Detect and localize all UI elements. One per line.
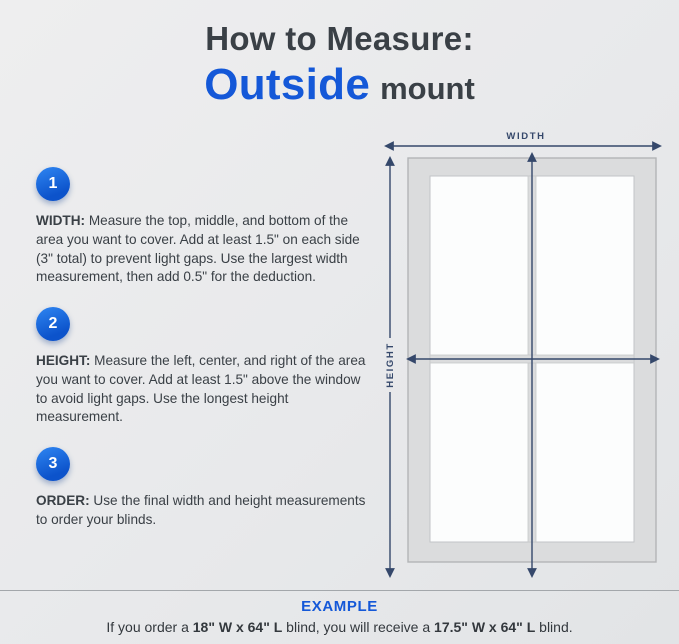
example-footer — [0, 590, 679, 644]
step-order — [36, 447, 374, 530]
step-2-body: Measure the left, center, and right of the area you want to cover. Add at least 1.5" above the window to avoid light gaps. Use the longest height measurement. — [36, 353, 366, 425]
example-size-ordered: 18" W x 64" L — [192, 619, 283, 635]
width-arrow-label: WIDTH — [506, 131, 546, 142]
step-2-badge: 2 — [36, 307, 70, 341]
example-pre: If you order a — [106, 619, 193, 635]
step-1-badge: 1 — [36, 167, 70, 201]
step-3-badge: 3 — [36, 447, 70, 481]
title-suffix: mount — [380, 71, 475, 106]
title-accent: Outside — [204, 60, 371, 109]
example-post: blind. — [535, 619, 573, 635]
window-diagram — [374, 130, 674, 590]
step-2-text — [36, 352, 374, 427]
step-1-body: Measure the top, middle, and bottom of the area you want to cover. Add at least 1.5" on each side (3" total) to prevent light gaps. Use the largest width measurement, then add 0.5" for the deduction. — [36, 213, 360, 285]
example-size-received: 17.5" W x 64" L — [434, 619, 536, 635]
step-height — [36, 307, 374, 427]
step-3-label: ORDER: — [36, 493, 90, 508]
example-mid: blind, you will receive a — [282, 619, 435, 635]
step-1-text — [36, 212, 374, 287]
example-heading: EXAMPLE — [301, 598, 378, 615]
step-3-body: Use the final width and height measurements to order your blinds. — [36, 493, 366, 527]
example-text — [0, 619, 679, 635]
footer-divider — [0, 590, 679, 591]
title-line1: How to Measure: — [205, 20, 474, 57]
step-width — [36, 167, 374, 287]
step-1-label: WIDTH: — [36, 213, 86, 228]
step-2-label: HEIGHT: — [36, 353, 91, 368]
height-arrow-label: HEIGHT — [385, 342, 396, 388]
page-title — [0, 20, 679, 110]
step-3-text — [36, 492, 374, 530]
title-line2 — [0, 60, 679, 110]
